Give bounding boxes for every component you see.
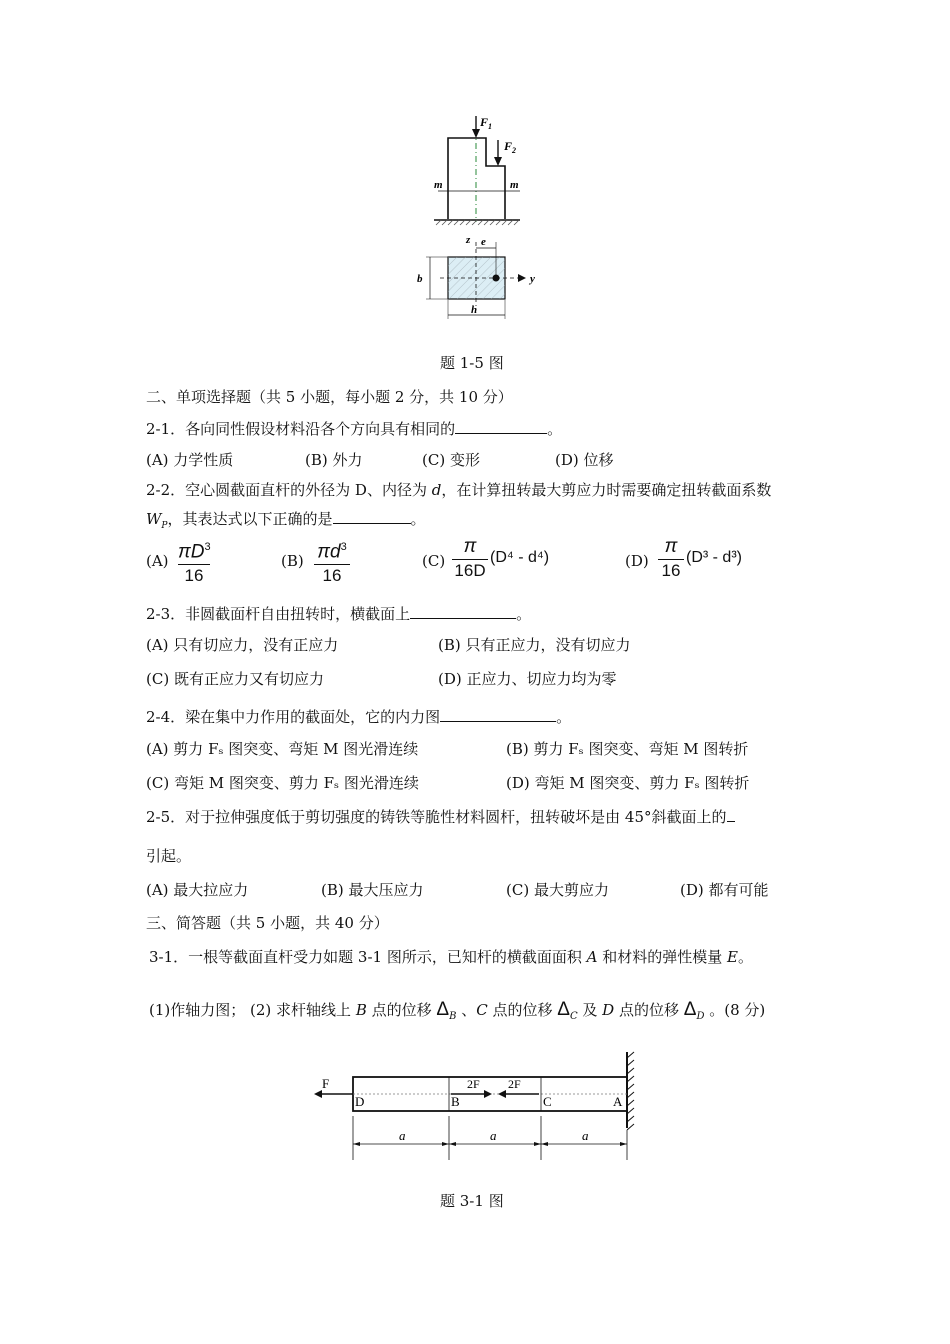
q2-2-option-a-formula: $\pi D^3$ 16 — [178, 541, 211, 586]
question-3-1-line2: (1)作轴力图； (2) 求杆轴线上 B 点的位移 $\Delta_B$ 、C 点的位移 $\Delta_C$ 及 D 点的位移 $\Delta_D$ 。(8 分) — [149, 999, 766, 1022]
q2-2-option-d-formula: π 16 — [658, 536, 684, 581]
h-label: h — [471, 304, 478, 316]
segment-3-label: a — [582, 1128, 589, 1143]
question-2-4: 2-4．梁在集中力作用的截面处，它的内力图 。 — [146, 708, 572, 726]
e-label: e — [481, 236, 486, 248]
q2-2-option-c-formula: π 16D — [452, 536, 488, 581]
y-label: y — [530, 273, 535, 285]
question-2-2-line1: 2-2．空心圆截面直杆的外径为 D、内径为 d，在计算扭转最大剪应力时需要确定扭转截面系数 — [146, 481, 772, 499]
q2-5-option-a: (A) 最大拉应力 — [146, 881, 249, 899]
q2-5-option-c: (C) 最大剪应力 — [506, 881, 609, 899]
figure-3-1-caption: 题 3-1 图 — [440, 1192, 504, 1210]
q2-4-option-b: (B) 剪力 Fₛ 图突变、弯矩 M 图转折 — [506, 740, 749, 758]
q2-3-option-b: (B) 只有正应力，没有切应力 — [438, 636, 631, 654]
section-3-heading: 三、简答题（共 5 小题，共 40 分） — [146, 914, 389, 932]
2f-left-label: 2F — [508, 1077, 521, 1091]
question-2-5-line1: 2-5．对于拉伸强度低于剪切强度的铸铁等脆性材料圆杆，扭转破坏是由 45°斜截面上的 — [146, 806, 735, 827]
segment-2-label: a — [490, 1128, 497, 1143]
q2-2-option-b-label: (B) — [281, 552, 304, 570]
figure-3-1 — [310, 1048, 650, 1170]
point-d-label: D — [355, 1094, 365, 1109]
segment-1-label: a — [399, 1128, 406, 1143]
2f-right-label: 2F — [467, 1077, 480, 1091]
q2-3-option-d: (D) 正应力、切应力均为零 — [438, 670, 617, 688]
q2-3-option-a: (A) 只有切应力，没有正应力 — [146, 636, 339, 654]
point-b-label: B — [451, 1094, 460, 1109]
q2-2-option-a-label: (A) — [146, 552, 169, 570]
question-3-1-line1: 3-1．一根等截面直杆受力如题 3-1 图所示，已知杆的横截面面积 A 和材料的弹性模量 E。 — [149, 948, 753, 966]
m-right-label: m — [510, 179, 519, 191]
q2-1-option-b: (B) 外力 — [305, 451, 363, 469]
q2-1-option-d: (D) 位移 — [555, 451, 614, 469]
section-2-heading: 二、单项选择题（共 5 小题，每小题 2 分，共 10 分） — [146, 388, 513, 406]
f1-label: $F_1$ — [480, 115, 493, 131]
q2-5-option-b: (B) 最大压应力 — [321, 881, 424, 899]
figure-1-5 — [400, 110, 560, 325]
f-label: F — [322, 1076, 330, 1091]
figure-1-5-caption: 题 1-5 图 — [440, 354, 504, 372]
question-2-2-line2: $W_P$，其表达式以下正确的是 。 — [146, 510, 426, 531]
q2-4-option-d: (D) 弯矩 M 图突变、剪力 Fₛ 图转折 — [506, 774, 750, 792]
q2-4-option-a: (A) 剪力 Fₛ 图突变、弯矩 M 图光滑连续 — [146, 740, 419, 758]
q2-1-option-a: (A) 力学性质 — [146, 451, 234, 469]
question-2-1: 2-1．各向同性假设材料沿各个方向具有相同的 。 — [146, 420, 563, 438]
point-a-label: A — [613, 1094, 623, 1109]
q2-2-option-c-tail: (D⁴ - d⁴) — [490, 549, 550, 566]
question-2-5-line2: 引起。 — [146, 847, 192, 865]
z-label: z — [466, 234, 471, 246]
q2-2-option-d-tail: (D³ - d³) — [686, 549, 742, 566]
m-left-label: m — [434, 179, 443, 191]
q2-1-option-c: (C) 变形 — [422, 451, 480, 469]
q2-3-option-c: (C) 既有正应力又有切应力 — [146, 670, 324, 688]
f2-label: $F_2$ — [504, 139, 517, 155]
q2-5-option-d: (D) 都有可能 — [680, 881, 769, 899]
q2-2-option-d-label: (D) — [625, 552, 649, 570]
question-2-3: 2-3．非圆截面杆自由扭转时，横截面上 。 — [146, 605, 532, 623]
q2-2-option-b-formula: $\pi d^3$ 16 — [314, 536, 350, 586]
wall-hatch — [627, 1052, 634, 1130]
point-c-label: C — [543, 1094, 552, 1109]
q2-2-option-c-label: (C) — [422, 552, 446, 570]
b-label: b — [417, 273, 423, 285]
q2-4-option-c: (C) 弯矩 M 图突变、剪力 Fₛ 图光滑连续 — [146, 774, 419, 792]
